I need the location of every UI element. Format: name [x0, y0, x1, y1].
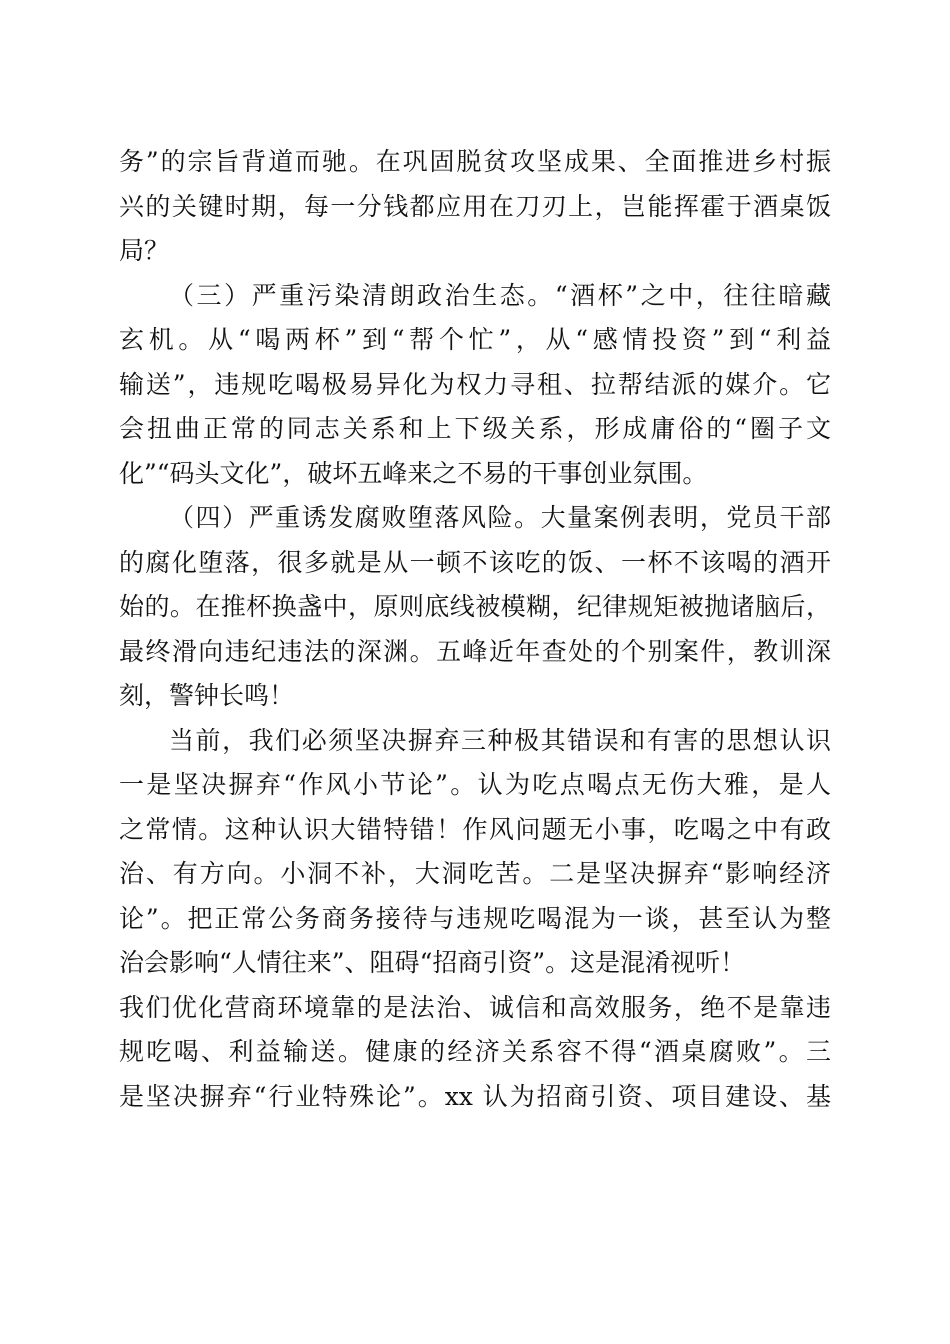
- text-line: 治、有方向。小洞不补，大洞吃苦。二是坚决摒弃“影响经济: [119, 859, 831, 888]
- text-line: 最终滑向违纪违法的深渊。五峰近年查处的个别案件，教训深: [119, 636, 831, 666]
- text-line: 局？: [119, 236, 170, 265]
- text-line: 的腐化堕落，很多就是从一顿不该吃的饭、一杯不该喝的酒开: [119, 547, 831, 577]
- paragraph-start: 当前，我们必须坚决摒弃三种极其错误和有害的思想认识: [169, 725, 831, 755]
- text-line: 我们优化营商环境靠的是法治、诚信和高效服务，绝不是靠违: [119, 992, 831, 1022]
- document-body: [119, 140, 831, 1119]
- text-line: 始的。在推杯换盏中，原则底线被模糊，纪律规矩被抛诸脑后，: [119, 592, 831, 621]
- text-line: 务”的宗旨背道而驰。在巩固脱贫攻坚成果、全面推进乡村振: [119, 147, 831, 176]
- text-line: 刻，警钟长鸣！: [119, 681, 295, 710]
- text-line: 是坚决摒弃“行业特殊论”。xx 认为招商引资、项目建设、基: [119, 1081, 831, 1111]
- text-line: 之常情。这种认识大错特错！作风问题无小事，吃喝之中有政: [119, 814, 831, 844]
- text-line: 一是坚决摒弃“作风小节论”。认为吃点喝点无伤大雅，是人: [119, 770, 831, 799]
- section-heading-four: （四）严重诱发腐败堕落风险。大量案例表明，党员干部: [169, 503, 831, 532]
- text-line: 化”“码头文化”，破坏五峰来之不易的干事创业氛围。: [119, 458, 708, 488]
- text-line: 玄机。从“喝两杯”到“帮个忙”，从“感情投资”到“利益: [119, 325, 831, 354]
- text-line: 治会影响“人情往来”、阻碍“招商引资”。这是混淆视听！: [119, 948, 746, 977]
- text-line: 论”。把正常公务商务接待与违规吃喝混为一谈，甚至认为整: [119, 903, 831, 933]
- text-line: 规吃喝、利益输送。健康的经济关系容不得“酒桌腐败”。三: [119, 1037, 831, 1066]
- section-heading-three: （三）严重污染清朗政治生态。“酒杯”之中，往往暗藏: [169, 280, 831, 310]
- text-line: 输送”，违规吃喝极易异化为权力寻租、拉帮结派的媒介。它: [119, 369, 831, 399]
- text-line: 会扭曲正常的同志关系和上下级关系，形成庸俗的“圈子文: [119, 414, 831, 443]
- text-line: 兴的关键时期，每一分钱都应用在刀刃上，岂能挥霍于酒桌饭: [119, 191, 831, 221]
